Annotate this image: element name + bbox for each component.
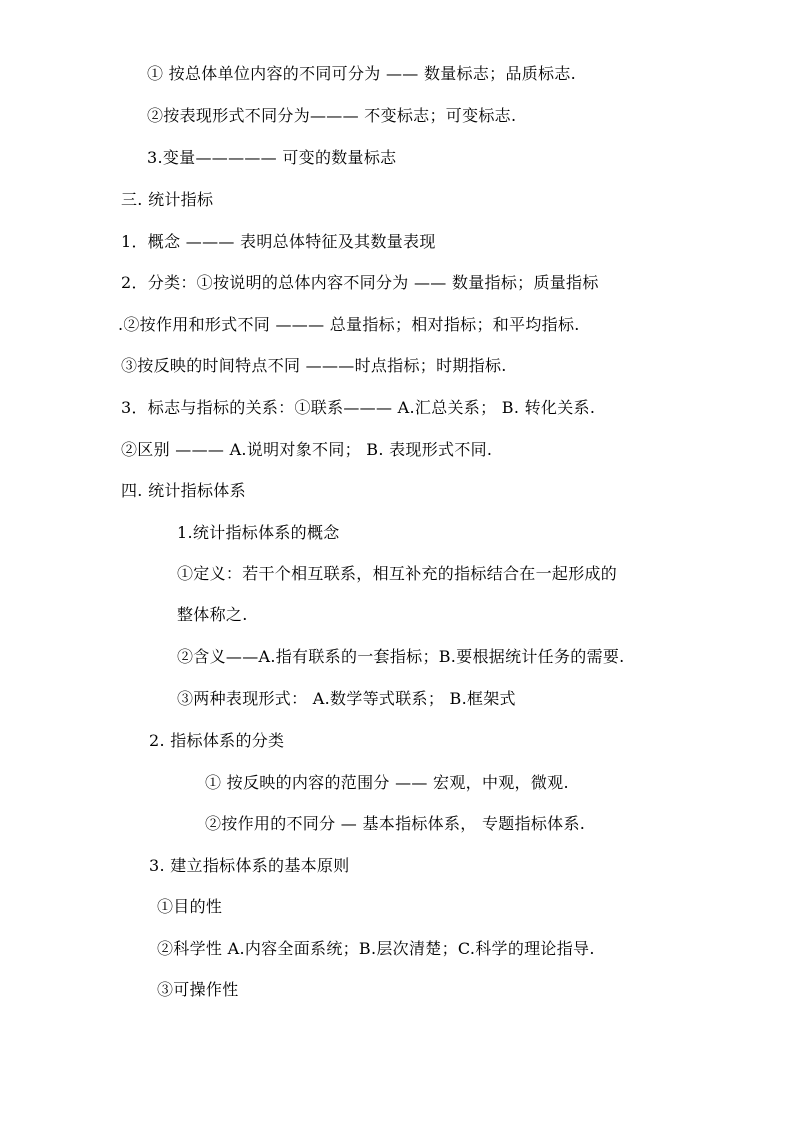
text-line-definition: ①定义：若干个相互联系，相互补充的指标结合在一起形成的	[177, 564, 618, 583]
subheading-indicator-system-concept: 1.统计指标体系的概念	[177, 523, 340, 542]
text-line-variable: 3.变量————— 可变的数量标志	[147, 148, 397, 167]
section-heading-indicator-system: 四. 统计指标体系	[121, 481, 246, 500]
text-line-operability: ③可操作性	[157, 980, 239, 999]
text-line-classification-by-content: ① 按总体单位内容的不同可分为 —— 数量标志；品质标志.	[147, 64, 577, 83]
subheading-indicator-system-classification: 2. 指标体系的分类	[149, 731, 285, 750]
section-heading-statistical-indicators: 三. 统计指标	[121, 190, 214, 209]
text-line-by-function: ②按作用的不同分 — 基本指标体系， 专题指标体系.	[205, 814, 586, 833]
text-line-concept: 1．概念 ——— 表明总体特征及其数量表现	[121, 232, 436, 251]
text-line-by-scope: ① 按反映的内容的范围分 —— 宏观，中观，微观.	[205, 773, 569, 792]
text-line-scientific-nature: ②科学性 A.内容全面系统；B.层次清楚；C.科学的理论指导.	[157, 939, 595, 958]
text-line-relation-difference: ②区别 ——— A.说明对象不同； B. 表现形式不同.	[121, 440, 493, 459]
text-line-definition-continued: 整体称之.	[177, 605, 248, 624]
text-line-classification-by-form: ②按表现形式不同分为——— 不变标志；可变标志.	[147, 106, 517, 125]
text-line-meaning: ②含义——A.指有联系的一套指标；B.要根据统计任务的需要.	[177, 647, 625, 666]
text-line-by-function-and-form: .②按作用和形式不同 ——— 总量指标；相对指标；和平均指标.	[118, 315, 580, 334]
text-line-by-time-characteristic: ③按反映的时间特点不同 ———时点指标；时期指标.	[121, 356, 507, 375]
text-line-two-forms: ③两种表现形式： A.数学等式联系； B.框架式	[177, 689, 516, 708]
text-line-classification: 2．分类：①按说明的总体内容不同分为 —— 数量指标；质量指标	[121, 273, 599, 292]
text-line-relation-connection: 3．标志与指标的关系：①联系——— A.汇总关系； B. 转化关系.	[121, 398, 596, 417]
subheading-basic-principles: 3. 建立指标体系的基本原则	[149, 856, 350, 875]
text-line-purposefulness: ①目的性	[157, 897, 223, 916]
